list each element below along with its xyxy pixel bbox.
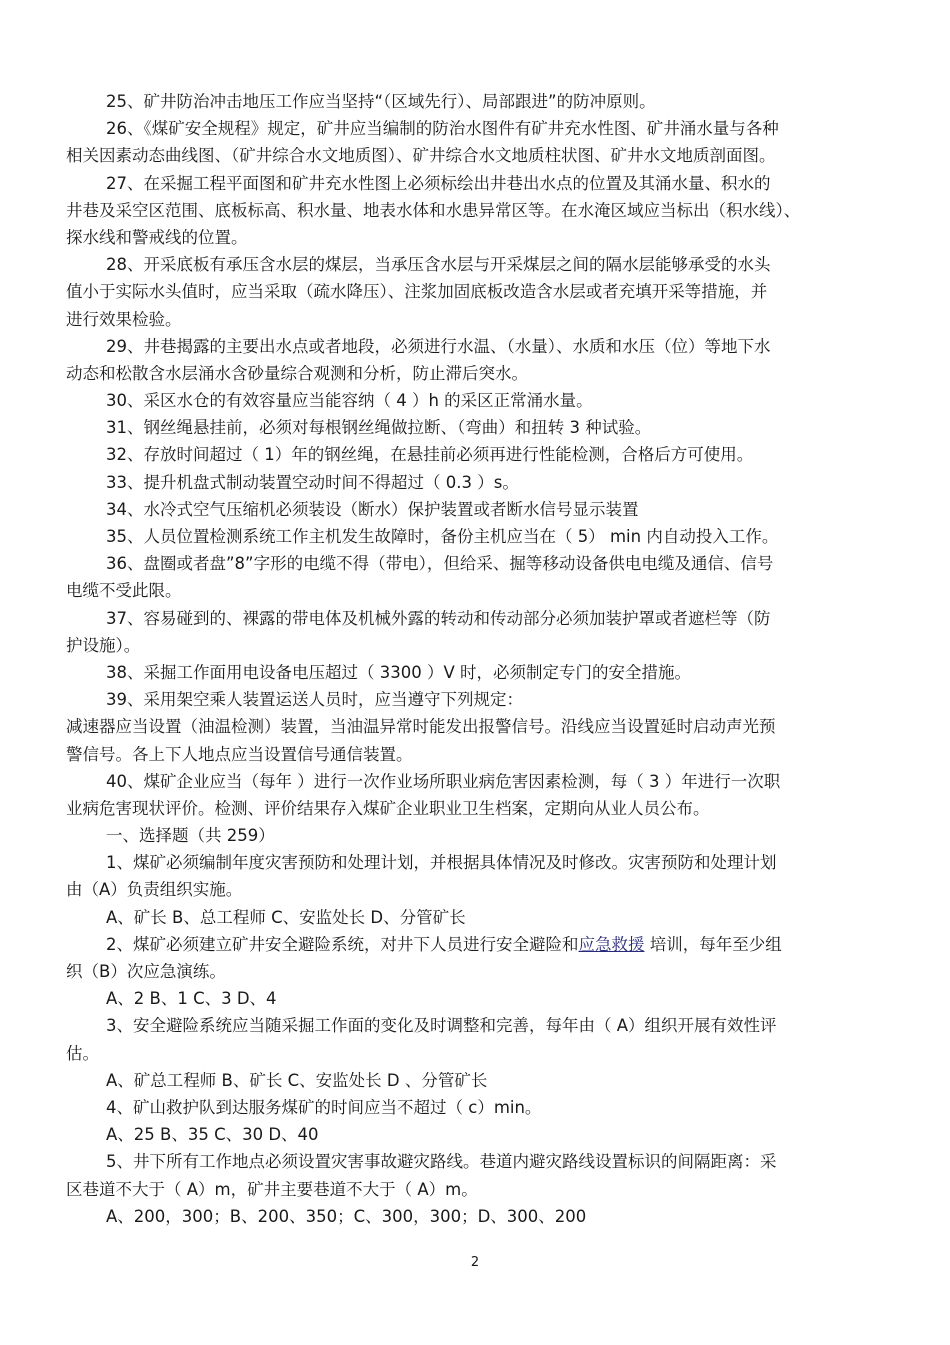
text-line: 进行效果检验。 <box>66 309 182 329</box>
text-line: 33、提升机盘式制动装置空动时间不得超过（ 0.3 ）s。 <box>106 472 519 492</box>
text-line: 32、存放时间超过（ 1）年的钢丝绳，在悬挂前必须再进行性能检测，合格后方可使用。 <box>106 445 754 465</box>
page-number: 2 <box>470 1255 480 1270</box>
text-line: 31、钢丝绳悬挂前，必须对每根钢丝绳做拉断、（弯曲）和扭转 3 种试验。 <box>106 418 652 438</box>
answer-options: A、25 B、35 C、30 D、40 <box>106 1125 319 1145</box>
text-line: 估。 <box>66 1043 99 1063</box>
answer-options: A、矿长 B、总工程师 C、安监处长 D、分管矿长 <box>106 907 466 927</box>
text-line: 警信号。各上下人地点应当设置信号通信装置。 <box>66 744 413 764</box>
text-line: 34、水冷式空气压缩机必须装设（断水）保护装置或者断水信号显示装置 <box>106 499 639 519</box>
text-line: 电缆不受此限。 <box>66 581 182 601</box>
answer-options: A、200，300；B、200、350；C、300，300；D、300、200 <box>106 1206 587 1226</box>
answer-options: A、2 B、1 C、3 D、4 <box>106 989 277 1009</box>
text-segment: 2、煤矿必须建立矿井安全避险系统，对井下人员进行安全避险和 <box>106 934 579 954</box>
text-line: 39、采用架空乘人装置运送人员时，应当遵守下列规定： <box>106 690 523 710</box>
text-line: 35、人员位置检测系统工作主机发生故障时，备份主机应当在（ 5） min 内自动投入工作。 <box>106 527 779 546</box>
text-line: 29、井巷揭露的主要出水点或者地段，必须进行水温、（水量）、水质和水压（位）等地下水 <box>106 336 771 356</box>
text-line: 减速器应当设置（油温检测）装置，当油温异常时能发出报警信号。沿线应当设置延时启动声光预 <box>66 717 776 737</box>
text-line <box>66 931 886 958</box>
text-line: 护设施）。 <box>66 635 141 655</box>
text-line: 25、矿井防治冲击地压工作应当坚持“（区域先行）、局部跟进”的防冲原则。 <box>106 92 656 111</box>
text-line: 区巷道不大于（ A）m，矿井主要巷道不大于（ A）m。 <box>66 1179 478 1199</box>
text-line: 28、开采底板有承压含水层的煤层，当承压含水层与开采煤层之间的隔水层能够承受的水头 <box>106 255 771 275</box>
text-line: 1、煤矿必须编制年度灾害预防和处理计划，并根据具体情况及时修改。灾害预防和处理计划 <box>106 853 777 873</box>
text-line: 30、采区水仓的有效容量应当能容纳（ 4 ）h 的采区正常涌水量。 <box>106 391 593 411</box>
text-line: 26、《煤矿安全规程》规定，矿井应当编制的防治水图件有矿井充水性图、矿井涌水量与各种 <box>106 119 779 139</box>
hyperlink[interactable]: 应急救援 <box>578 934 645 954</box>
text-line: 相关因素动态曲线图、（矿井综合水文地质图）、矿井综合水文地质柱状图、矿井水文地质剖面图。 <box>66 146 776 166</box>
text-line: 井巷及采空区范围、底板标高、积水量、地表水体和水患异常区等。在水淹区域应当标出（积水线）、 <box>66 200 801 220</box>
answer-options: A、矿总工程师 B、矿长 C、安监处长 D 、分管矿长 <box>106 1070 488 1090</box>
text-line: 探水线和警戒线的位置。 <box>66 227 248 247</box>
text-line: 动态和松散含水层涌水含砂量综合观测和分析，防止滞后突水。 <box>66 363 528 383</box>
text-line: 业病危害现状评价。检测、评价结果存入煤矿企业职业卫生档案，定期向从业人员公布。 <box>66 798 710 818</box>
text-line: 27、在采掘工程平面图和矿井充水性图上必须标绘出井巷出水点的位置及其涌水量、积水的 <box>106 173 771 193</box>
text-line: 37、容易碰到的、裸露的带电体及机械外露的转动和传动部分必须加装护罩或者遮栏等（防 <box>106 608 771 628</box>
text-segment: 培训，每年至少组 <box>644 934 782 954</box>
text-line: 3、安全避险系统应当随采掘工作面的变化及时调整和完善，每年由（ A）组织开展有效性评 <box>106 1016 777 1036</box>
text-line: 4、矿山救护队到达服务煤矿的时间应当不超过（ c）min。 <box>106 1097 542 1117</box>
section-heading: 一、选择题（共 259） <box>106 826 275 846</box>
text-line: 36、盘圈或者盘”8”字形的电缆不得（带电），但给采、掘等移动设备供电电缆及通信、信号 <box>106 554 774 574</box>
text-line: 由（A）负责组织实施。 <box>66 880 243 900</box>
document-body <box>66 88 886 1230</box>
text-line: 38、采掘工作面用电设备电压超过（ 3300 ）V 时，必须制定专门的安全措施。 <box>106 662 692 682</box>
text-line: 5、井下所有工作地点必须设置灾害事故避灾路线。巷道内避灾路线设置标识的间隔距离：采 <box>106 1152 777 1172</box>
text-line: 40、煤矿企业应当（每年 ）进行一次作业场所职业病危害因素检测，每（ 3 ）年进行一次职 <box>106 771 781 791</box>
text-line: 值小于实际水头值时，应当采取（疏水降压）、注浆加固底板改造含水层或者充填开采等措施，并 <box>66 282 768 302</box>
text-line: 织（B）次应急演练。 <box>66 962 226 981</box>
